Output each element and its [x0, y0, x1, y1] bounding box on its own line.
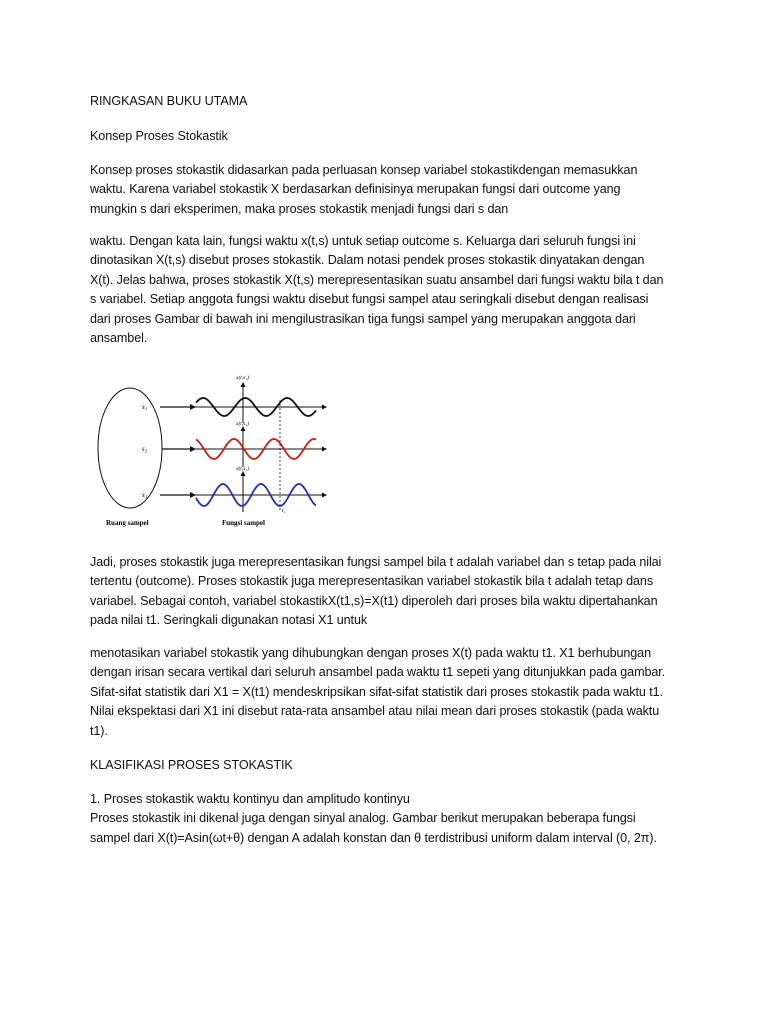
paragraph-line: waktu. Dengan kata lain, fungsi waktu x(t,s) untuk setiap outcome s. Keluarga dari seluruh fungsi ini — [90, 234, 636, 248]
paragraph-line: ansambel. — [90, 331, 148, 346]
arrow-head — [241, 382, 246, 387]
paragraph-line: s variabel. Setiap anggota fungsi waktu disebut fungsi sampel atau seringkali disebut dengan realisasi — [90, 292, 649, 307]
paragraph-1 — [90, 161, 690, 219]
arrow-head — [322, 405, 327, 410]
sample-function-1-curve — [196, 398, 316, 416]
classification-item-1 — [90, 790, 690, 848]
label-x-t-s2: x(t,s₂) — [236, 421, 250, 427]
section-heading-klasifikasi: KLASIFIKASI PROSES STOKASTIK — [90, 758, 293, 772]
paragraph-4 — [90, 644, 690, 741]
paragraph-line: waktu. Karena variabel stokastik X berdasarkan definisinya merupakan fungsi dari outcome yang — [90, 182, 621, 197]
paragraph-line: Proses stokastik ini dikenal juga dengan sinyal analog. Gambar berikut merupakan beberapa fungsi — [90, 811, 636, 826]
paragraph-line: variabel. Sebagai contoh, variabel stokastikX(t1,s)=X(t1) diperoleh dari proses bila waktu dipertahankan — [90, 593, 658, 608]
caption-fungsi-sampel: Fungsi sampel — [222, 519, 265, 527]
label-s1: s₁ — [142, 403, 148, 411]
paragraph-line: Sifat-sifat statistik dari X1 = X(t1) mendeskripsikan sifat-sifat statistik dari proses stokastik pada waktu t1. — [90, 684, 663, 699]
label-x-t-s3: x(t,s₃) — [236, 466, 250, 472]
paragraph-line: Jadi, proses stokastik juga merepresentasikan fungsi sampel bila t adalah variabel dan s tetap pada nilai — [90, 555, 662, 569]
document-title: RINGKASAN BUKU UTAMA — [90, 94, 248, 108]
paragraph-line: mungkin s dari eksperimen, maka proses stokastik menjadi fungsi dari s dan — [90, 201, 509, 216]
label-t1: t₁ — [282, 508, 286, 514]
item-title: 1. Proses stokastik waktu kontinyu dan amplitudo kontinyu — [90, 792, 410, 806]
paragraph-2 — [90, 232, 690, 348]
paragraph-line: t1). — [90, 723, 108, 738]
paragraph-line: tertentu (outcome). Proses stokastik juga merepresentasikan variabel stokastik bila t adalah tetap dans — [90, 574, 654, 589]
paragraph-line: Nilai ekspektasi dari X1 ini disebut rata-rata ansambel atau nilai mean dari proses stokastik (pada waktu — [90, 704, 660, 719]
section-heading-konsep: Konsep Proses Stokastik — [90, 129, 228, 143]
caption-ruang-sampel: Ruang sampel — [106, 519, 149, 527]
paragraph-line: X(t). Jelas bahwa, proses stokastik X(t,s) merepresentasikan suatu ansambel dari fungsi waktu bila t dan — [90, 272, 664, 287]
paragraph-line: menotasikan variabel stokastik yang dihubungkan dengan proses X(t) pada waktu t1. X1 berhubungan — [90, 646, 651, 660]
label-s2: s₂ — [142, 445, 148, 453]
paragraph-line: dengan irisan secara vertikal dari seluruh ansambel pada waktu t1 sepeti yang ditunjukkan pada gambar. — [90, 665, 666, 680]
paragraph-line: pada nilai t1. Seringkali digunakan notasi X1 untuk — [90, 613, 368, 628]
label-x-t-s1: x(t,s₁) — [236, 375, 250, 381]
paragraph-line: dinotasikan X(t,s) disebut proses stokastik. Dalam notasi pendek proses stokastik dinyatakan dengan — [90, 253, 645, 268]
label-s3: s₃ — [142, 491, 148, 499]
paragraph-line: dari proses Gambar di bawah ini mengilustrasikan tiga fungsi sampel yang merupakan anggota dari — [90, 311, 636, 326]
paragraph-3 — [90, 553, 690, 631]
arrow-head — [322, 493, 327, 498]
sample-space-ellipse — [98, 388, 162, 508]
arrow-head — [322, 447, 327, 452]
paragraph-line: Konsep proses stokastik didasarkan pada perluasan konsep variabel stokastikdengan memasukkan — [90, 163, 638, 177]
sample-functions-figure — [90, 364, 388, 536]
paragraph-line: sampel dari X(t)=Asin(ωt+θ) dengan A adalah konstan dan θ terdistribusi uniform dalam interval (0, 2π). — [90, 830, 657, 845]
